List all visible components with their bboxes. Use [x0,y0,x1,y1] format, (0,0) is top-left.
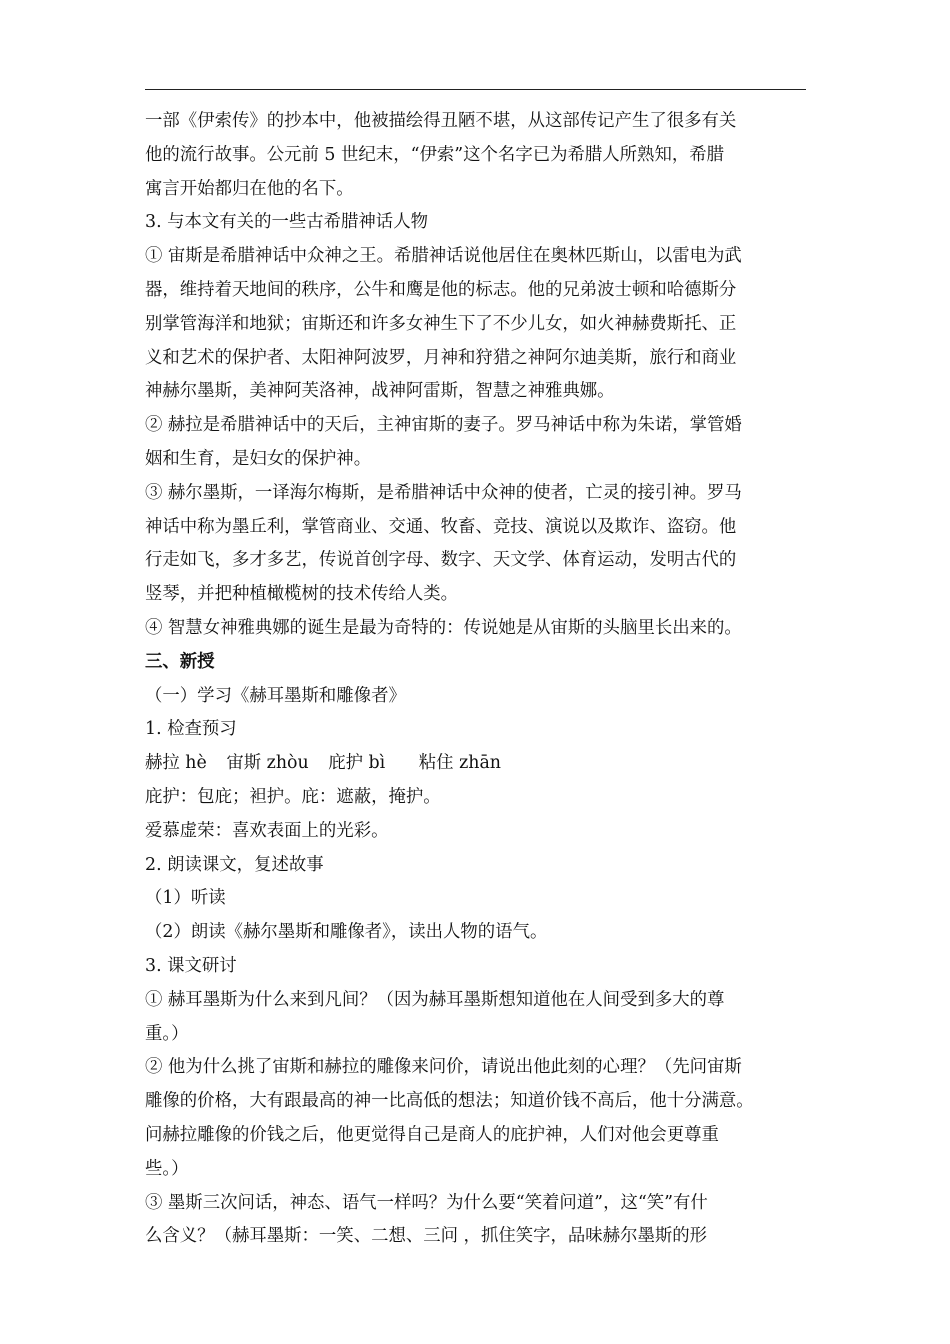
body-text [145,105,806,1254]
vocabulary-line [145,747,806,781]
vocab-item: 赫拉 hè [145,753,207,774]
subheading: 3. 与本文有关的一些古希腊神话人物 [145,212,428,233]
paragraph-line: （2）朗读《赫尔墨斯和雕像者》，读出人物的语气。 [145,922,548,943]
definition-line: 庇护：包庇；袒护。庇：遮蔽，掩护。 [145,786,441,807]
paragraph-line: ③ 赫尔墨斯，一译海尔梅斯，是希腊神话中众神的使者，亡灵的接引神。罗马 [145,482,742,503]
paragraph-line: 行走如飞，多才多艺，传说首创字母、数字、天文学、体育运动，发明古代的 [145,550,737,571]
paragraph-line: ② 他为什么挑了宙斯和赫拉的雕像来问价，请说出他此刻的心理？（先问宙斯 [145,1057,742,1078]
vocab-item: 庇护 bì [328,753,386,774]
subheading: 2. 朗读课文，复述故事 [145,854,324,875]
paragraph-line: 别掌管海洋和地狱；宙斯还和许多女神生下了不少儿女，如火神赫费斯托、正 [145,313,737,334]
paragraph-line: 重。） [145,1023,189,1044]
paragraph-line: 问赫拉雕像的价钱之后，他更觉得自己是商人的庇护神，人们对他会更尊重 [145,1124,719,1145]
paragraph-line: 寓言开始都归在他的名下。 [145,178,354,199]
paragraph-line: ① 赫耳墨斯为什么来到凡间？（因为赫耳墨斯想知道他在人间受到多大的尊 [145,989,725,1010]
paragraph-line: ① 宙斯是希腊神话中众神之王。希腊神话说他居住在奥林匹斯山，以雷电为武 [145,246,742,267]
paragraph-line: 竖琴，并把种植橄榄树的技术传给人类。 [145,584,459,605]
subheading: 1. 检查预习 [145,719,237,740]
paragraph-line: （1）听读 [145,888,226,909]
paragraph-line: 义和艺术的保护者、太阳神阿波罗，月神和狩猎之神阿尔迪美斯，旅行和商业 [145,347,737,368]
paragraph-line: 么含义？（赫耳墨斯：一笑、二想、三问 ，抓住笑字，品味赫尔墨斯的形 [145,1226,708,1247]
paragraph-line: 他的流行故事。公元前 5 世纪末，“伊索”这个名字已为希腊人所熟知，希腊 [145,144,725,165]
paragraph-line: ④ 智慧女神雅典娜的诞生是最为奇特的：传说她是从宙斯的头脑里长出来的。 [145,617,742,638]
paragraph-line: 些。） [145,1158,189,1179]
paragraph-line: 一部《伊索传》的抄本中，他被描绘得丑陋不堪，从这部传记产生了很多有关 [145,111,737,131]
paragraph-line: 神赫尔墨斯，美神阿芙洛神，战神阿雷斯，智慧之神雅典娜。 [145,381,615,402]
vocab-item: 宙斯 zhòu [226,753,309,774]
paragraph-line: 神话中称为墨丘利，掌管商业、交通、牧畜、竞技、演说以及欺诈、盗窃。他 [145,516,737,537]
subheading: 3. 课文研讨 [145,955,237,976]
paragraph-line: 器，维持着天地间的秩序，公牛和鹰是他的标志。他的兄弟波士顿和哈德斯分 [145,279,737,300]
paragraph-line: 姻和生育，是妇女的保护神。 [145,448,372,469]
subheading: （一）学习《赫耳墨斯和雕像者》 [145,685,406,706]
header-rule [145,89,806,90]
section-heading: 三、新授 [145,651,215,672]
paragraph-line: 雕像的价格，大有跟最高的神一比高低的想法；知道价钱不高后，他十分满意。 [145,1091,754,1112]
paragraph-line: ③ 墨斯三次问话，神态、语气一样吗？为什么要“笑着问道”，这“笑”有什 [145,1192,708,1213]
definition-line: 爱慕虚荣：喜欢表面上的光彩。 [145,820,389,841]
paragraph-line: ② 赫拉是希腊神话中的天后，主神宙斯的妻子。罗马神话中称为朱诺，掌管婚 [145,415,742,436]
vocab-item: 粘住 zhān [418,753,502,774]
